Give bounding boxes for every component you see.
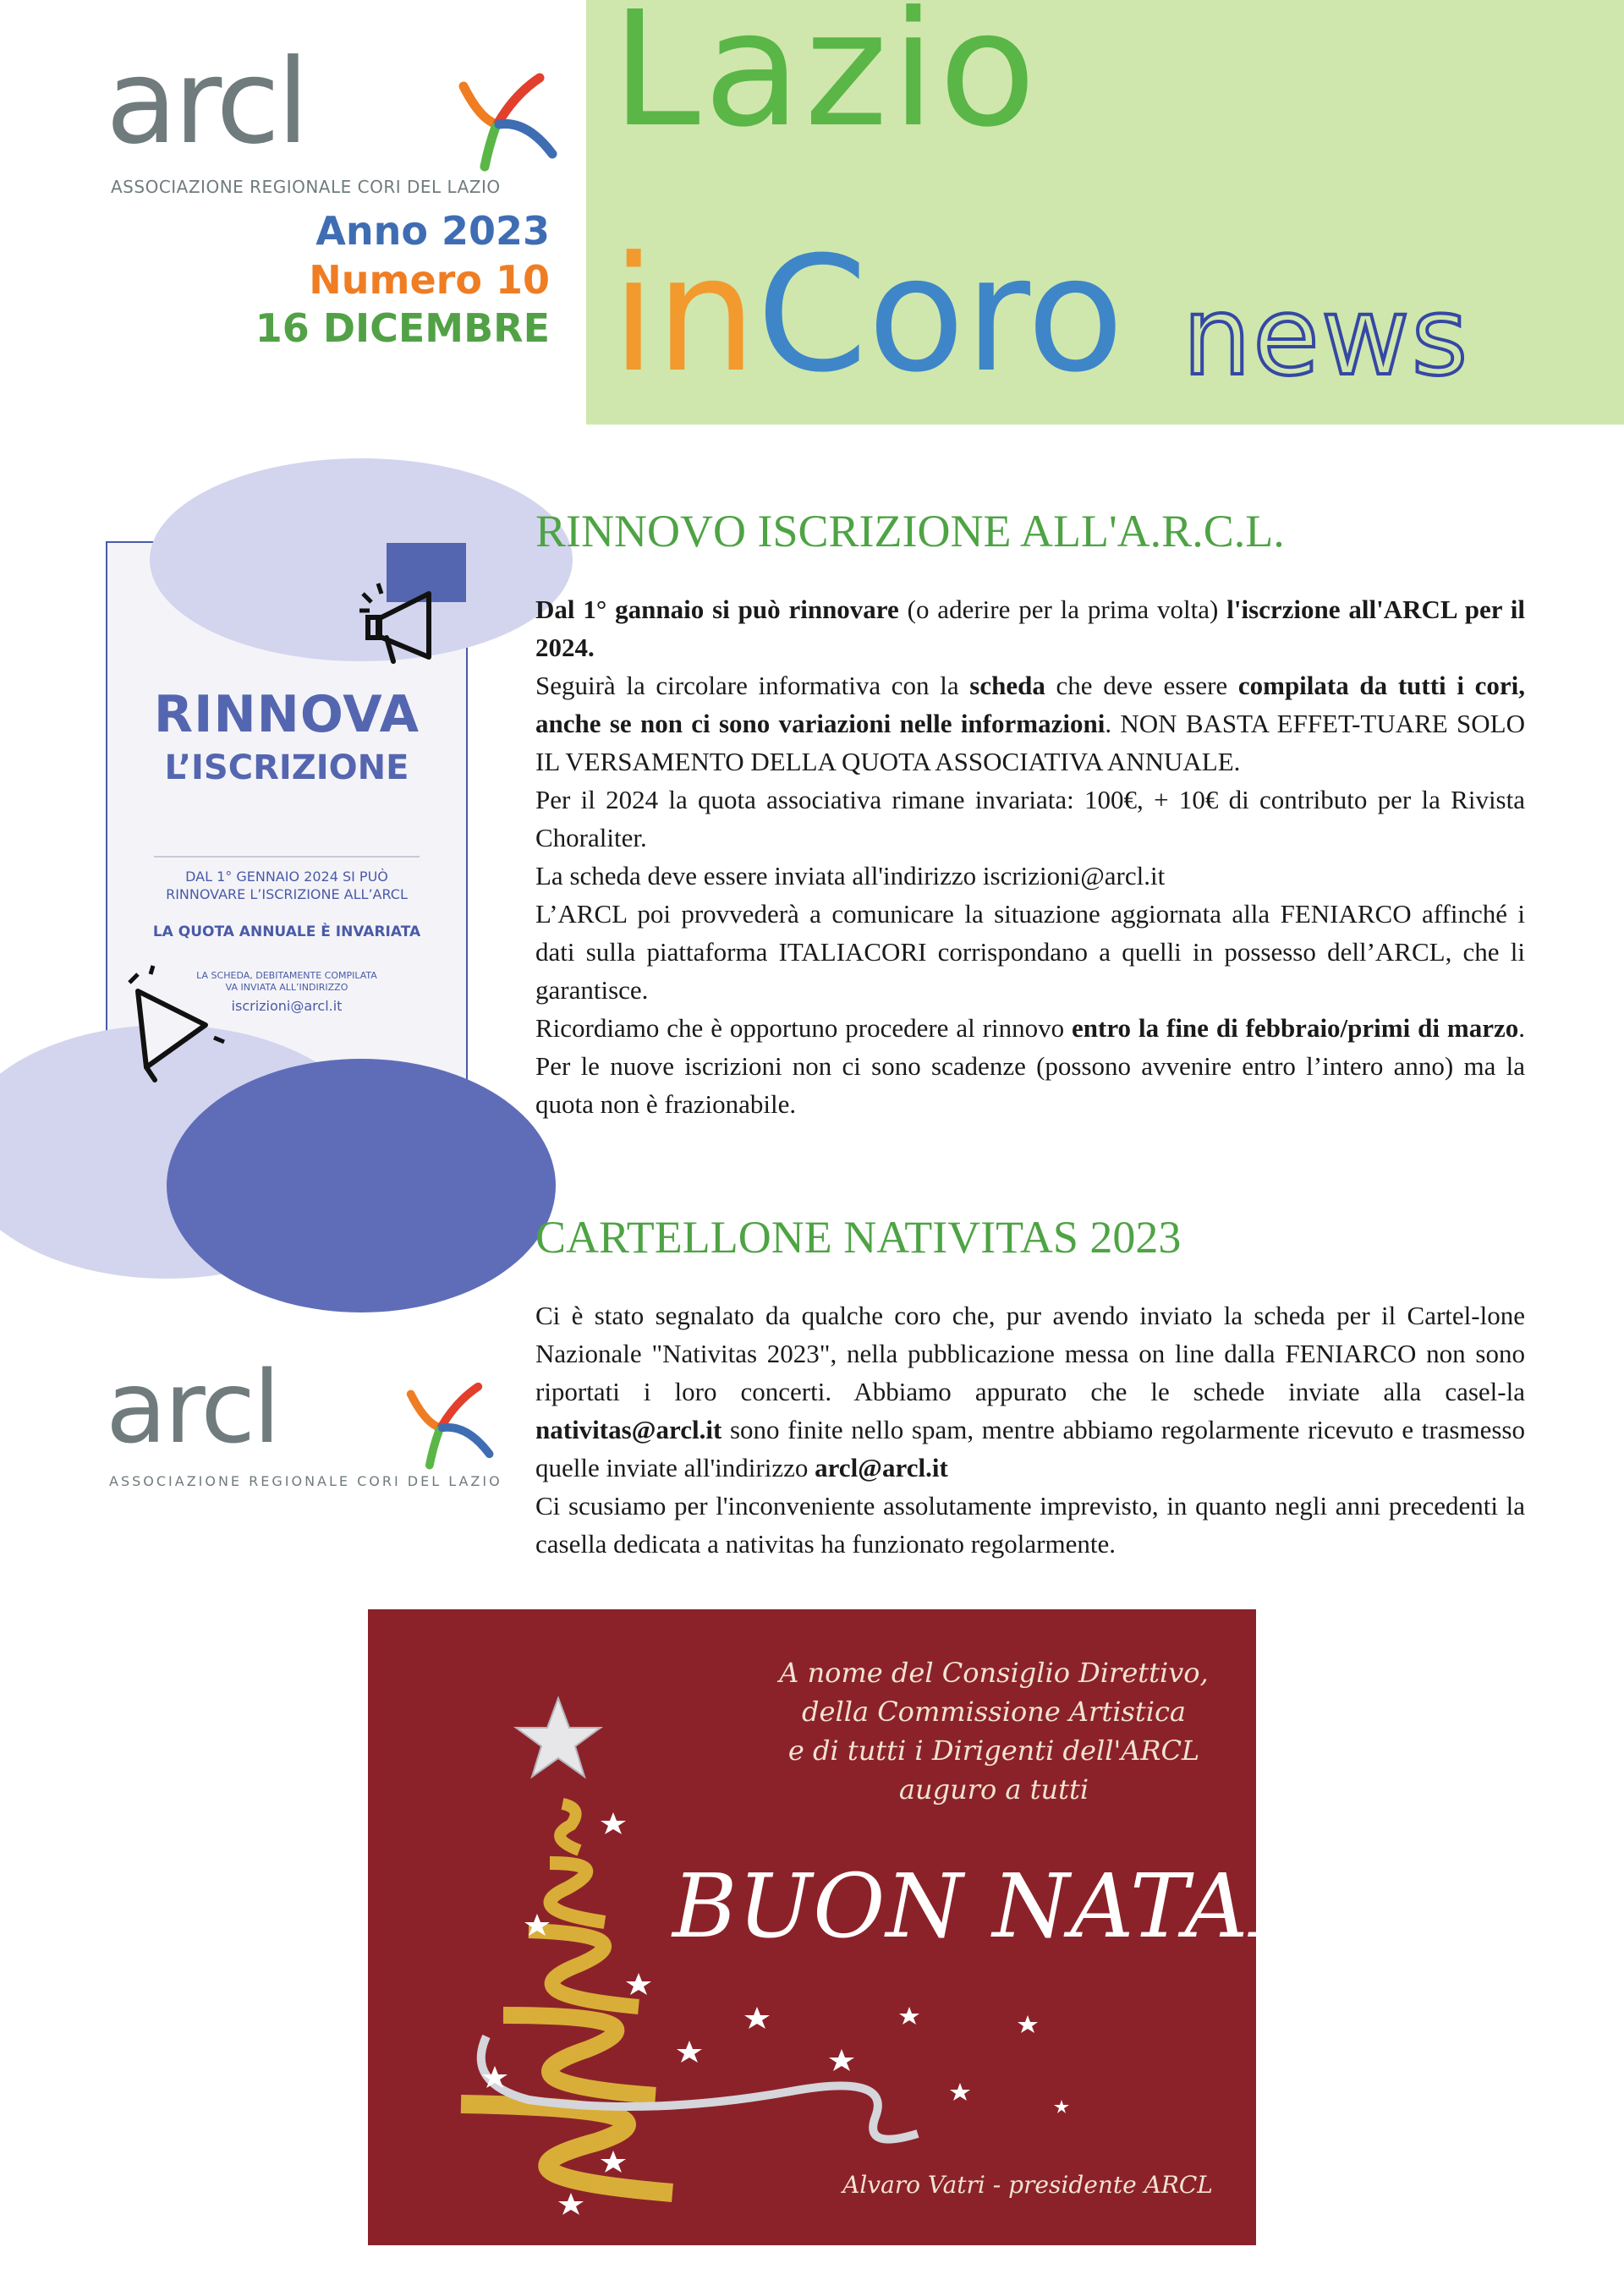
- poster-divider: [154, 856, 420, 858]
- article1-p6: [535, 1009, 1525, 1123]
- issue-number: Numero 10: [309, 256, 550, 303]
- card-greeting-line2: della Commissione Artistica: [802, 1696, 1186, 1728]
- poster-info-line2: RINNOVARE L’ISCRIZIONE ALL’ARCL: [166, 885, 408, 902]
- poster-scheda-line2: VA INVIATA ALL’INDIRIZZO: [225, 982, 348, 994]
- text: . NON BASTA EFFET-TUARE SOLO IL VERSAMENTO DELLA QUOTA ASSOCIATIVA ANNUALE.: [535, 709, 1525, 776]
- megaphone-icon: [361, 577, 463, 670]
- arcl-logo-secondary: [106, 1349, 502, 1501]
- article2-body: [535, 1296, 1525, 1563]
- logo-wordmark: arcl: [106, 34, 306, 170]
- text: che deve essere: [1045, 671, 1238, 700]
- article1-p5: L’ARCL poi provvederà a comunicare la situazione aggiornata alla FENIARCO affinché i dati sulla piattaforma ITALIACORI corrispondano a quelli in possesso dell’ARCL, che li garantisce.: [535, 899, 1525, 1005]
- masthead-news: news: [1182, 274, 1470, 400]
- email-link[interactable]: nativitas@arcl.it: [535, 1415, 722, 1444]
- masthead-lazio: Lazio: [612, 0, 1040, 162]
- masthead-incoro: [612, 220, 1124, 411]
- text-bold: entro la fine di febbraio/primi di marzo: [1072, 1013, 1519, 1043]
- card-greeting: [765, 1653, 1222, 1809]
- poster-quota: LA QUOTA ANNUALE È INVARIATA: [152, 923, 421, 940]
- article1-p2: [535, 666, 1525, 781]
- christmas-card: [368, 1609, 1374, 2245]
- text: . Per le nuove iscrizioni non ci sono scadenze (possono avvenire entro l’intero anno) ma la quota non è frazionabile.: [535, 1013, 1526, 1119]
- poster-title-iscrizione: L’ISCRIZIONE: [164, 748, 409, 787]
- masthead-coro: Coro: [756, 222, 1124, 408]
- poster-email: iscrizioni@arcl.it: [231, 998, 343, 1014]
- article1-p3: Per il 2024 la quota associativa rimane invariata: 100€, + 10€ di contributo per la Rivista Choraliter.: [535, 785, 1525, 852]
- text-bold: Dal 1° gannaio si può rinnovare: [535, 595, 899, 624]
- poster-info-line1: DAL 1° GENNAIO 2024 SI PUÒ: [185, 869, 388, 885]
- card-title: BUON NATALE: [672, 1855, 1374, 1958]
- issue-date: 16 DICEMBRE: [255, 305, 550, 351]
- logo-wordmark: arcl: [106, 1349, 278, 1466]
- masthead: [586, 0, 1624, 425]
- masthead-in: in: [612, 222, 757, 408]
- text: Seguirà la circolare informativa con la: [535, 671, 970, 700]
- text: Ci è stato segnalato da qualche coro che, pur avendo inviato la scheda per il Cartel-lone Nazionale "Nativitas 2023", nella pubblicazione messa on line dalla FENIARCO non sono riportati i loro concerti. Abbiamo appurato che le schede inviate alla casel-la: [535, 1301, 1525, 1406]
- text-bold: scheda: [969, 671, 1045, 700]
- logo-subtitle: ASSOCIAZIONE REGIONALE CORI DEL LAZIO: [109, 1473, 502, 1489]
- poster-title-rinnova: RINNOVA: [153, 685, 420, 744]
- text-bold: l'iscrzione all'ARCL per il 2024.: [535, 595, 1525, 662]
- poster-info: [107, 869, 466, 904]
- text: sono finite nello spam, mentre abbiamo regolarmente ricevuto e trasmesso quelle inviate all'indirizzo: [535, 1415, 1525, 1482]
- singer-figure-icon: [396, 1372, 493, 1469]
- card-greeting-line1: A nome del Consiglio Direttivo,: [779, 1657, 1209, 1689]
- card-signature: Alvaro Vatri - presidente ARCL: [842, 2171, 1213, 2199]
- renewal-poster: [106, 541, 468, 1181]
- article2-p1: [535, 1296, 1525, 1487]
- article1-title: RINNOVO ISCRIZIONE ALL'A.R.C.L.: [535, 506, 1285, 556]
- text: Ricordiamo che è opportuno procedere al rinnovo: [535, 1013, 1073, 1043]
- arcl-logo: [106, 34, 558, 203]
- issue-year: Anno 2023: [315, 208, 550, 254]
- card-greeting-line3: e di tutti i Dirigenti dell'ARCL: [787, 1734, 1200, 1767]
- text-bold: compilata da tutti i cori, anche se non ci sono variazioni nelle informazioni: [535, 671, 1525, 738]
- card-greeting-line4: auguro a tutti: [898, 1773, 1089, 1806]
- issue-info: [255, 207, 550, 353]
- singer-figure-icon: [447, 61, 557, 171]
- logo-subtitle: ASSOCIAZIONE REGIONALE CORI DEL LAZIO: [111, 177, 501, 197]
- article2-p2: Ci scusiamo per l'inconveniente assolutamente imprevisto, in quanto negli anni precedenti la casella dedicata a nativitas ha funzionato regolarmente.: [535, 1491, 1525, 1559]
- email-link[interactable]: arcl@arcl.it: [815, 1453, 948, 1482]
- article1-p4: La scheda deve essere inviata all'indirizzo iscrizioni@arcl.it: [535, 861, 1166, 890]
- poster-scheda: [107, 970, 466, 995]
- poster-scheda-line1: LA SCHEDA, DEBITAMENTE COMPILATA: [196, 970, 377, 981]
- text: (o aderire per la prima volta): [898, 595, 1227, 624]
- article1-body: [535, 590, 1525, 1123]
- article2-title: CARTELLONE NATIVITAS 2023: [535, 1212, 1182, 1263]
- article1-p1: [535, 590, 1525, 666]
